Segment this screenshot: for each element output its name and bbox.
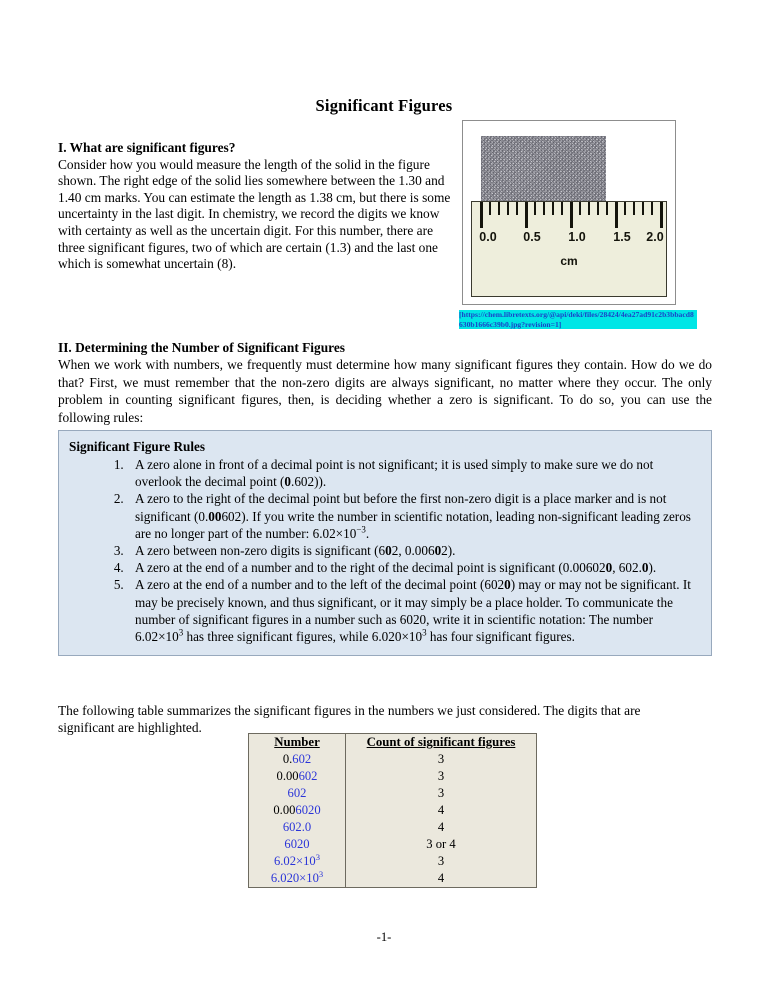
text-fragment: 0. (282, 752, 293, 766)
text-fragment: . (365, 525, 370, 541)
solid-block-icon (481, 136, 606, 201)
table-cell-number (249, 802, 346, 819)
text-fragment: −3 (356, 524, 366, 535)
table-row (249, 870, 537, 888)
text-fragment: 6020 (295, 803, 321, 817)
text-fragment: 6.02×10 (273, 854, 316, 868)
table-header-row (249, 734, 537, 752)
text-fragment: 6020 (284, 837, 310, 851)
rule-item-1 (127, 456, 701, 490)
text-fragment: .602)). (291, 474, 327, 490)
text-fragment: A zero between non-zero digits is significant (6 (135, 543, 386, 559)
section-one (58, 140, 456, 273)
section-two (58, 339, 712, 426)
table-cell-count: 3 (437, 752, 445, 766)
text-fragment: 6.020×10 (270, 871, 319, 885)
table-row (249, 785, 537, 802)
table-cell-number (249, 819, 346, 836)
text-fragment: 0 (605, 560, 613, 576)
text-fragment: 0 (434, 543, 442, 559)
text-fragment: 3 (422, 627, 427, 638)
text-fragment: 0.00 (276, 769, 299, 783)
ruler-unit-label: cm (560, 254, 578, 268)
text-fragment: 0.00 (273, 803, 296, 817)
table-row (249, 819, 537, 836)
rules-list (69, 456, 701, 645)
table-row (249, 768, 537, 785)
rule-item-5 (127, 576, 701, 645)
text-fragment: ). (648, 560, 657, 576)
section-two-heading: II. Determining the Number of Significant Figures (58, 340, 346, 355)
figure-source-url[interactable]: [https://chem.libretexts.org/@api/deki/files/28424/4ea27ad91c2b3bbacd8630b1666c39b0.jpg?revision=1] (459, 310, 697, 329)
table-intro-text: The following table summarizes the significant figures in the numbers we just considered. The digits that are significant are highlighted. (58, 703, 641, 735)
table-body (249, 751, 537, 888)
ruler-figure (462, 120, 676, 305)
text-fragment: 0 (284, 474, 292, 490)
text-fragment: 3 (315, 851, 321, 862)
text-fragment: , 602. (612, 560, 642, 576)
table-cell-number (249, 785, 346, 802)
rule-item-4 (127, 559, 701, 576)
page-number: -1- (376, 930, 392, 944)
text-fragment: 0 (641, 560, 649, 576)
significant-figures-table (248, 733, 537, 888)
text-fragment: 602.0 (282, 820, 312, 834)
table-cell-count: 3 or 4 (426, 837, 456, 851)
text-fragment: 2, 0.006 (391, 543, 435, 559)
ruler-tick-label-0: 0.0 (479, 230, 497, 244)
text-fragment: A zero alone in front of a decimal point is not significant; it is used simply to make sure we do not overlook the decimal point ( (135, 457, 654, 490)
rule-item-2 (127, 490, 701, 542)
rules-box-title: Significant Figure Rules (69, 439, 206, 454)
text-fragment: has three significant figures, while 6.020×10 (183, 629, 423, 645)
table-row (249, 853, 537, 870)
text-fragment: 3 (318, 868, 324, 879)
text-fragment: 602 (292, 752, 312, 766)
text-fragment: 602 (287, 786, 307, 800)
table-cell-count: 4 (437, 871, 445, 885)
text-fragment: 2). (441, 543, 456, 559)
text-fragment: 00 (208, 508, 222, 524)
text-fragment: 0 (385, 543, 392, 559)
table-cell-number (249, 768, 346, 785)
table-cell-number (249, 836, 346, 853)
table-cell-count: 4 (437, 820, 445, 834)
text-fragment: 602). If you write the number in scientific notation, leading non-significant leading zeros are no longer part of the number: 6.02×10 (135, 508, 691, 541)
ruler-tick-label-2: 1.0 (568, 230, 586, 244)
significant-figure-rules-box (58, 430, 712, 656)
text-fragment: ) may or may not be significant. It may be precisely known, and thus significant, or it may simply be a place holder. To communicate the number of significant figures in a number such as 6020, write it in scientific notation: The number 6.02×10 (135, 577, 691, 645)
table-header-count: Count of significant figures (366, 735, 516, 749)
section-one-body: Consider how you would measure the length of the solid in the figure shown. The right edge of the solid lies somewhere between the 1.30 and 1.40 cm marks. You can estimate the length as 1.38 cm, but there is some uncertainty in the last digit. In chemistry, we record the digits we know with certainty as well as the uncertain digit. For this number, there are three significant figures, two of which are certain (1.3) and the last one which is somewhat uncertain (8). (58, 156, 451, 272)
table-row (249, 836, 537, 853)
table-cell-count: 3 (437, 769, 445, 783)
table-cell-count: 3 (437, 854, 445, 868)
table-cell-number (249, 853, 346, 870)
text-fragment: 3 (178, 627, 184, 638)
text-fragment: has four significant figures. (426, 629, 575, 645)
table-cell-number (249, 870, 346, 888)
ruler-tick-label-3: 1.5 (613, 230, 631, 244)
text-fragment: 602 (298, 769, 318, 783)
table-header-number: Number (249, 734, 346, 752)
page-title: Significant Figures (315, 96, 453, 115)
ruler-tick-label-1: 0.5 (523, 230, 541, 244)
table-row (249, 751, 537, 768)
table-cell-count: 3 (437, 786, 445, 800)
ruler-icon (471, 201, 667, 297)
text-fragment: 0 (504, 577, 511, 593)
table-cell-number (249, 751, 346, 768)
section-two-body: When we work with numbers, we frequently must determine how many significant figures they contain. How do we do that? First, we must remember that the non-zero digits are always significant, no matter where they occur. The only problem in counting significant figures, then, is deciding whether a zero is significant. To do so, you can use the following rules: (58, 357, 712, 425)
rule-item-3 (127, 542, 701, 559)
table-cell-count: 4 (437, 803, 445, 817)
ruler-tick-label-4: 2.0 (646, 230, 664, 244)
text-fragment: A zero to the right of the decimal point but before the first non-zero digit is a place marker and is not significant (0. (135, 491, 667, 524)
section-one-heading: I. What are significant figures? (58, 140, 236, 155)
text-fragment: A zero at the end of a number and to the left of the decimal point (602 (135, 577, 505, 593)
text-fragment: A zero at the end of a number and to the right of the decimal point is significant (0.00602 (135, 560, 606, 576)
table-row (249, 802, 537, 819)
